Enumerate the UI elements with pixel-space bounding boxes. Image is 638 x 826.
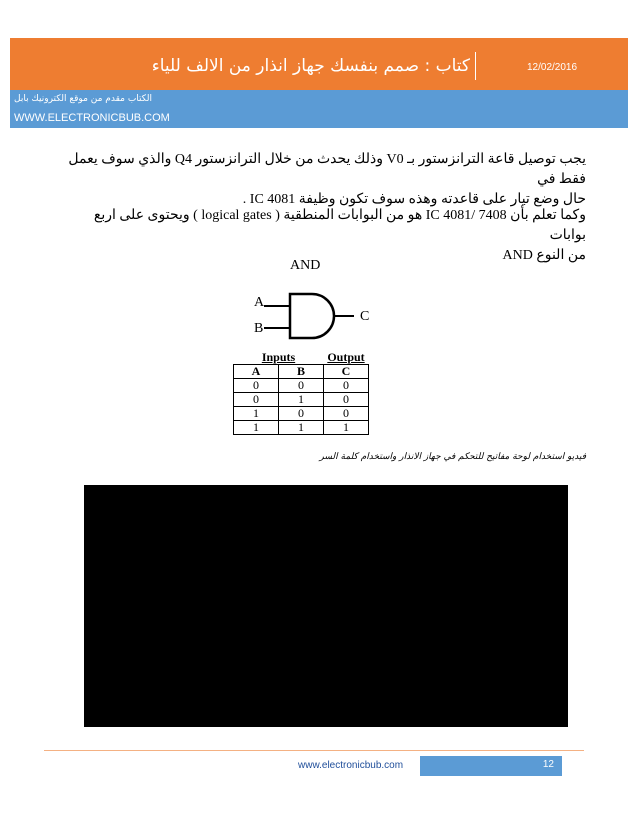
page-number: 12	[542, 759, 554, 770]
paragraph-1-line-1: يجب توصيل قاعة الترانزستور بـ V0 وذلك يحدث من خلال الترانزستور Q4 والذي سوف يعمل فقط في	[68, 152, 586, 187]
and-gate-title: AND	[290, 258, 321, 273]
paragraph-2-line-2: من النوع AND	[502, 248, 586, 263]
output-label: Output	[327, 350, 365, 364]
table-row	[234, 407, 369, 421]
table-cell: 1	[279, 421, 324, 435]
table-row	[234, 379, 369, 393]
header-cell-a: A	[234, 365, 279, 379]
footer-divider	[44, 750, 584, 751]
truth-table-header-row	[234, 365, 369, 379]
page-number-badge	[420, 756, 562, 776]
table-cell: 0	[234, 379, 279, 393]
paragraph-2	[66, 206, 586, 266]
truth-table-group-header	[234, 351, 369, 365]
table-cell: 0	[234, 393, 279, 407]
and-gate-diagram	[254, 288, 384, 344]
gate-input-b-label: B	[254, 321, 264, 336]
table-cell: 1	[234, 407, 279, 421]
header-divider	[475, 52, 476, 80]
table-cell: 0	[324, 393, 369, 407]
footer-site-link[interactable]: www.electronicbub.com	[298, 760, 404, 771]
table-row	[234, 393, 369, 407]
header-site-link[interactable]: WWW.ELECTRONICBUB.COM	[14, 112, 170, 124]
header-cell-c: C	[324, 365, 369, 379]
gate-input-a-label: A	[254, 295, 265, 310]
table-cell: 0	[324, 407, 369, 421]
video-player[interactable]	[84, 485, 568, 727]
table-cell: 1	[279, 393, 324, 407]
video-caption: فيديو استخدام لوحة مفاتيح للتحكم في جهاز الانذار واستخدام كلمة السر	[319, 452, 586, 462]
paragraph-1	[66, 150, 586, 210]
gate-output-c-label: C	[360, 309, 370, 324]
table-cell: 1	[324, 421, 369, 435]
truth-table	[233, 351, 369, 435]
header-subtitle: الكتاب مقدم من موقع الكترونيك بابل	[14, 94, 152, 104]
header-date: 12/02/2016	[527, 62, 578, 73]
and-gate-symbol	[290, 294, 334, 338]
table-cell: 0	[279, 407, 324, 421]
table-cell: 0	[279, 379, 324, 393]
paragraph-1-line-2: حال وضع تيار على قاعدته وهذه سوف تكون وظيفة IC 4081 .	[242, 192, 586, 207]
book-title: كتاب : صمم بنفسك جهاز انذار من الالف للياء	[151, 56, 470, 76]
paragraph-2-line-1: وكما تعلم بأن IC 4081/ 7408 هو من البوابات المنطقية ( logical gates ) ويحتوى على اربع بوابات	[93, 208, 586, 243]
table-cell: 0	[324, 379, 369, 393]
inputs-label: Inputs	[261, 350, 296, 364]
header-cell-b: B	[279, 365, 324, 379]
table-row	[234, 421, 369, 435]
table-cell: 1	[234, 421, 279, 435]
